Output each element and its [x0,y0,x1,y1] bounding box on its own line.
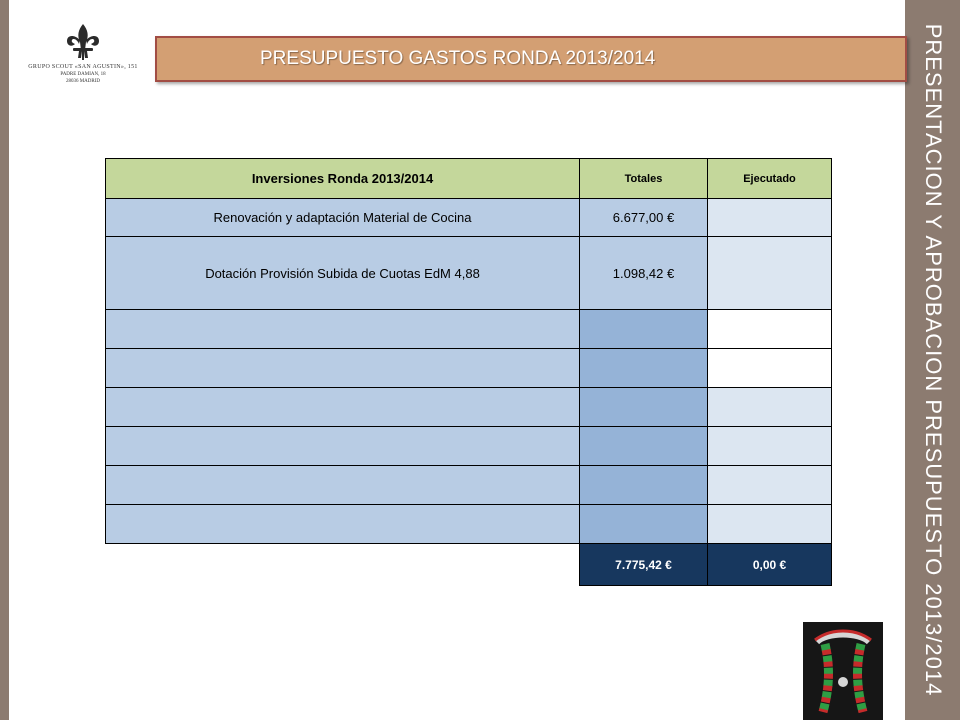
row-executed [708,505,832,544]
logo-city: 28036 MADRID [65,79,101,84]
total-budget-value: 7.775,42 € [580,544,708,586]
header-investments: Inversiones Ronda 2013/2014 [106,159,580,199]
row-description [106,505,580,544]
row-description [106,427,580,466]
scout-group-logo [18,20,148,100]
table-row-empty [106,427,832,466]
budget-table [105,158,832,586]
vertical-title-text: PRESENTACION Y APROBACION PRESUPUESTO 2013/2014 [921,23,946,697]
table-row-empty [106,388,832,427]
row-executed [708,349,832,388]
table-row [106,199,832,237]
table-row [106,237,832,310]
row-description [106,349,580,388]
banner-title: PRESUPUESTO GASTOS RONDA 2013/2014 [260,48,656,69]
row-description: Dotación Provisión Subida de Cuotas EdM 4,88 [106,237,580,310]
logo-group-name: GRUPO SCOUT «SAN AGUSTIN», 151 [28,64,138,70]
left-side-bar [0,0,9,720]
row-executed [708,310,832,349]
title-banner [155,36,907,82]
table-row-empty [106,505,832,544]
total-executed-value: 0,00 € [708,544,832,586]
row-executed [708,388,832,427]
row-description [106,466,580,505]
table-header-row [106,159,832,199]
table-row-empty [106,466,832,505]
row-executed [708,466,832,505]
row-executed [708,199,832,237]
row-executed [708,237,832,310]
row-executed [708,427,832,466]
row-total [580,349,708,388]
row-total [580,466,708,505]
row-total [580,310,708,349]
row-description: Renovación y adaptación Material de Cocina [106,199,580,237]
header-totals: Totales [580,159,708,199]
scout-scarf-image [803,622,883,720]
table-row-empty [106,349,832,388]
total-spacer [106,544,580,586]
fleur-de-lis-icon [18,20,148,64]
table-row-empty [106,310,832,349]
row-total [580,388,708,427]
table-total-row [106,544,832,586]
row-description [106,388,580,427]
header-executed: Ejecutado [708,159,832,199]
row-total [580,427,708,466]
vertical-title [905,0,960,720]
row-total: 6.677,00 € [580,199,708,237]
logo-address: PADRE DAMIAN, 18 [60,72,106,77]
row-description [106,310,580,349]
row-total [580,505,708,544]
scout-scarf-icon [803,622,883,720]
row-total: 1.098,42 € [580,237,708,310]
